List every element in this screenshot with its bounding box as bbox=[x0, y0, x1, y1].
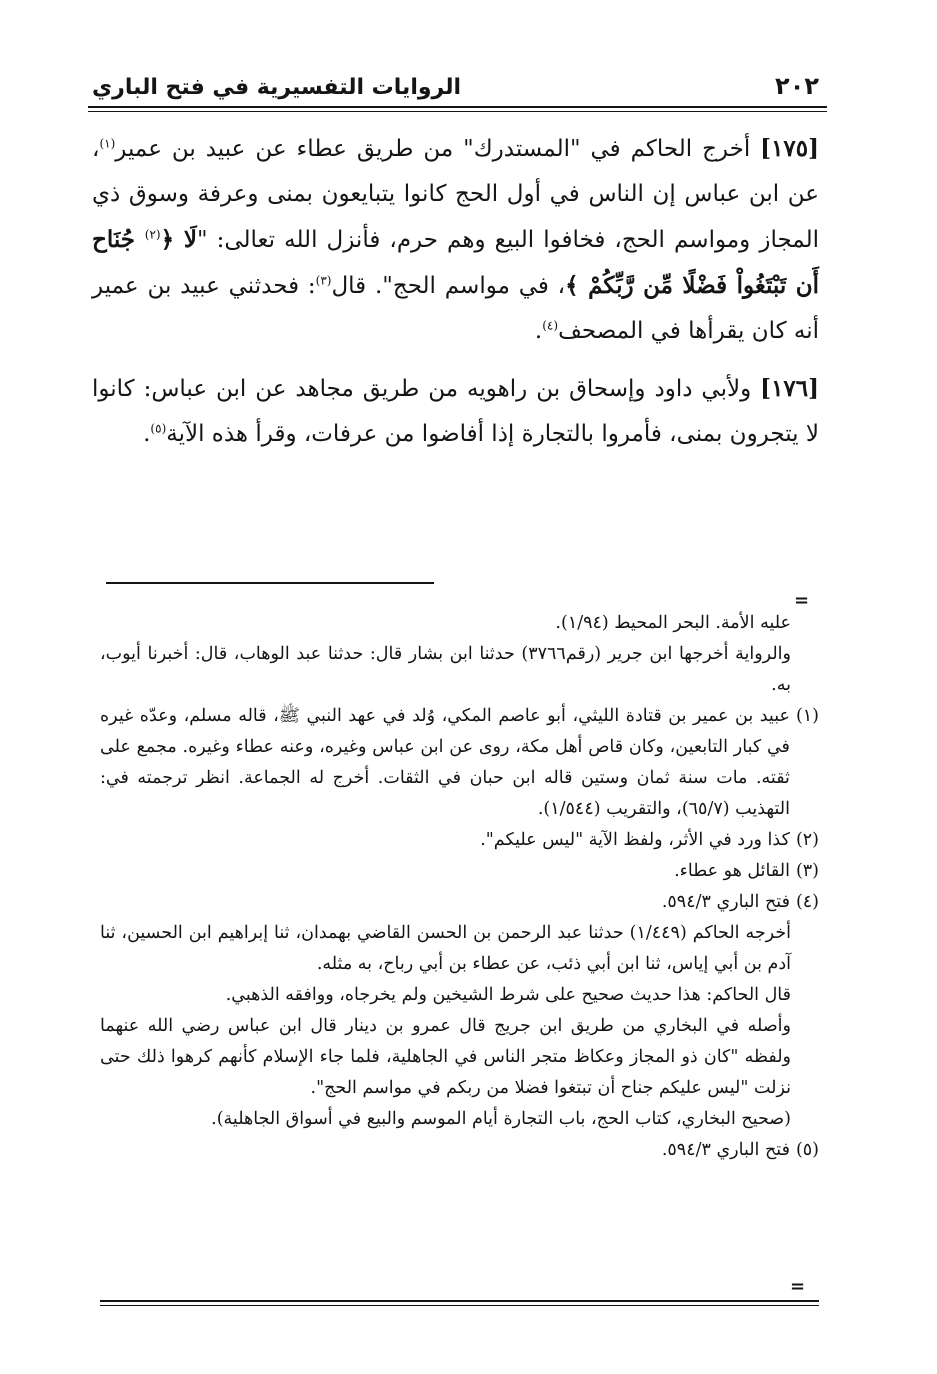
paragraph-176 bbox=[92, 366, 819, 457]
footnote-text: القائل هو عطاء. bbox=[674, 861, 790, 881]
text-segment: . bbox=[534, 318, 543, 344]
footnote-4-detail: وأصله في البخاري من طريق ابن جريج قال عمرو بن دينار قال ابن عباس رضي الله عنهما ولفظه "كان ذو المجاز وعكاظ متجر الناس في الجاهلية، فلما جاء الإسلام كأنهم كرهوا ذلك حتى نزلت "ليس عليكم جناح أن تبتغوا فضلا من ربكم في مواسم الحج". bbox=[100, 1016, 791, 1098]
footnote-number: (٣) bbox=[795, 861, 819, 881]
footnote-4-detail: قال الحاكم: هذا حديث صحيح على شرط الشيخين ولم يخرجاه، ووافقه الذهبي. bbox=[225, 985, 791, 1005]
paragraph-175 bbox=[92, 126, 819, 354]
text-segment: ، في مواسم الحج". قال bbox=[331, 273, 566, 299]
header-rule bbox=[88, 106, 827, 108]
quran-verse-open: لَا ﴿ bbox=[160, 226, 197, 253]
continuation-mark-bottom: = bbox=[790, 1276, 806, 1297]
footnote-4-detail: (صحيح البخاري، كتاب الحج، باب التجارة أيام الموسم والبيع في أسواق الجاهلية). bbox=[211, 1109, 791, 1129]
continuation-mark-top: = bbox=[794, 590, 810, 611]
page-number: ٢٠٢ bbox=[775, 72, 819, 100]
footnote-ref: (٣) bbox=[315, 273, 332, 288]
hadith-number: [١٧٥] bbox=[760, 135, 820, 162]
footnote-number: (٥) bbox=[795, 1140, 819, 1160]
footnote-ref: (٢) bbox=[144, 227, 161, 242]
footnote-separator bbox=[106, 582, 434, 584]
footnotes bbox=[100, 608, 819, 1166]
footnote-4-detail: أخرجه الحاكم (١/٤٤٩) حدثنا عبد الرحمن بن الحسن القاضي بهمدان، ثنا إبراهيم ابن الحسين، ثنا آدم بن أبي إياس، ثنا ابن أبي ذئب، عن عطاء بن أبي رباح، به مثله. bbox=[100, 923, 791, 974]
hadith-number: [١٧٦] bbox=[760, 375, 820, 402]
footnote-text: عبيد بن عمير بن قتادة الليثي، أبو عاصم المكي، وُلد في عهد النبي ﷺ، قاله مسلم، وعدّه غيره في كبار التابعين، وكان قاص أهل مكة، روى عن ابن عباس وغيره، وعنه عطاء وغيره. مجمع على ثقته. مات سنة ثمان وستين قاله ابن حبان في الثقات. أخرج له الجماعة. انظر ترجمته في: التهذيب (٦٥/٧)، والتقريب (١/٥٤٤). bbox=[100, 706, 790, 819]
footnote-1 bbox=[100, 701, 819, 825]
footnote-number: (٤) bbox=[795, 892, 819, 912]
text-segment: . bbox=[143, 421, 151, 447]
running-header bbox=[92, 60, 819, 100]
footnote-ref: (٤) bbox=[542, 318, 559, 333]
footnote-text: كذا ورد في الأثر، ولفظ الآية "ليس عليكم". bbox=[480, 830, 790, 850]
text-segment: ، عن ابن عباس إن الناس في أول الحج كانوا يتبايعون بمنى وعرفة وسوق ذي المجاز ومواسم الحج، فخافوا البيع وهم حرم، فأنزل الله تعالى: " bbox=[92, 136, 819, 253]
main-text bbox=[92, 126, 819, 469]
footnote-number: (٢) bbox=[795, 830, 819, 850]
footer-rule bbox=[100, 1300, 819, 1302]
quran-verse: جُنَاح أَن تَبْتَغُواْ فَضْلًا مِّن رَّبِّكُمْ ﴾ bbox=[92, 226, 820, 299]
footnote-continuation: عليه الأمة. البحر المحيط (١/٩٤). bbox=[555, 613, 791, 633]
footnote-number: (١) bbox=[795, 706, 819, 726]
footnote-2 bbox=[100, 825, 819, 856]
footnote-text: فتح الباري ٥٩٤/٣. bbox=[661, 892, 790, 912]
book-title: الروايات التفسيرية في فتح الباري bbox=[92, 75, 462, 100]
footnote-continuation: والرواية أخرجها ابن جرير (رقم٣٧٦٦) حدثنا ابن بشار قال: حدثنا عبد الوهاب، قال: أخبرنا أيوب، به. bbox=[100, 644, 791, 695]
footnote-ref: (٥) bbox=[150, 421, 167, 436]
footnote-text: فتح الباري ٥٩٤/٣. bbox=[661, 1140, 790, 1160]
text-segment: ولأبي داود وإسحاق بن راهويه من طريق مجاهد عن ابن عباس: كانوا لا يتجرون بمنى، فأمروا بالتجارة إذا أفاضوا من عرفات، وقرأ هذه الآية bbox=[92, 376, 819, 447]
footnote-4 bbox=[100, 887, 819, 918]
footnote-ref: (١) bbox=[99, 136, 116, 151]
footnote-5 bbox=[100, 1135, 819, 1166]
text-segment: : فحدثني عبيد بن عمير أنه كان يقرأها في المصحف bbox=[92, 273, 819, 344]
text-segment: أخرج الحاكم في "المستدرك" من طريق عطاء عن عبيد بن عمير bbox=[115, 136, 751, 162]
footnote-3 bbox=[100, 856, 819, 887]
